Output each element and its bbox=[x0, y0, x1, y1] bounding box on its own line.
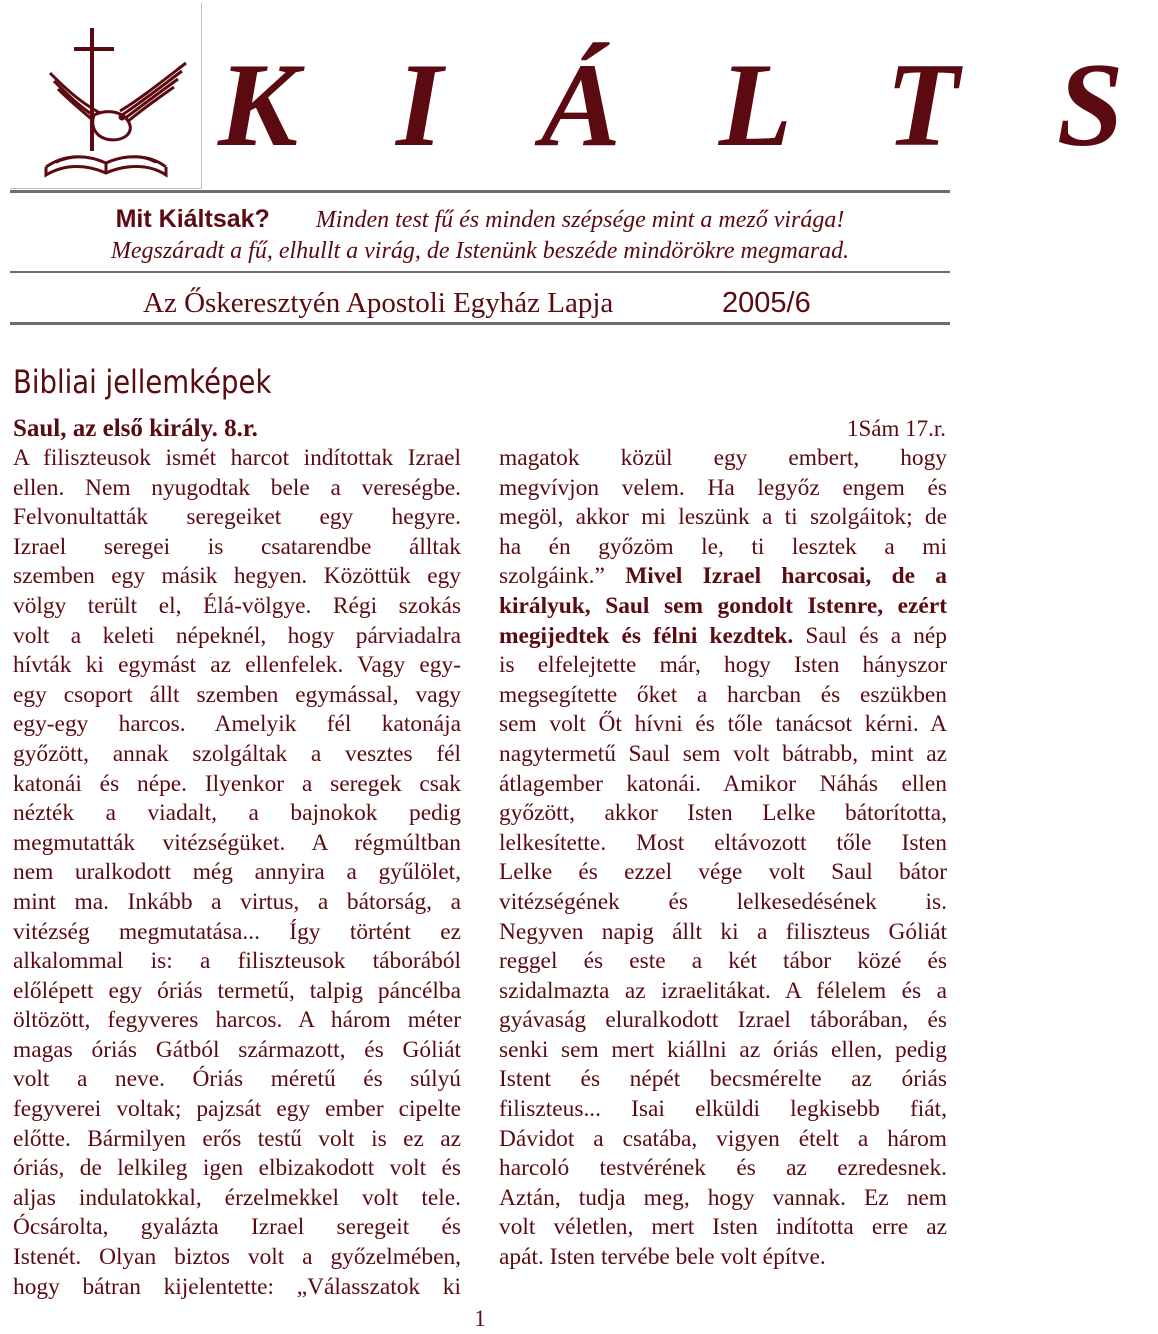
text-line: harcoló testvérének és az ezredesnek. bbox=[499, 1155, 947, 1182]
text-line: megöl, akkor mi leszünk a ti szolgáitok; de bbox=[499, 504, 947, 531]
text-line: vitézségének és lelkesedésének is. bbox=[499, 888, 947, 915]
article-column-right-continued bbox=[499, 651, 947, 1272]
text-line: megmutatták vitézségüket. A régmúltban bbox=[13, 829, 461, 856]
rule-top bbox=[10, 190, 950, 193]
motto-line-2: Megszáradt a fű, elhullt a virág, de Istenünk beszéde mindörökre megmarad. bbox=[110, 238, 850, 264]
article-column-right bbox=[499, 444, 947, 1273]
text-line: reggel és este a két tábor közé és bbox=[499, 948, 947, 975]
emphasis-text: királyuk, Saul sem gondolt Istenre, ezért bbox=[499, 592, 947, 619]
text-line: is elfelejtette már, hogy Isten hányszor bbox=[499, 652, 947, 679]
text-line bbox=[499, 592, 947, 622]
text-line: ha én győzöm le, ti lesztek a mi bbox=[499, 533, 947, 560]
text-line: Lelke és ezzel vége volt Saul bátor bbox=[499, 859, 947, 886]
text-line: gyávaság eluralkodott Izrael táborában, és bbox=[499, 1007, 947, 1034]
text-line: nézték a viadalt, a bajnokok pedig bbox=[13, 800, 461, 827]
text-line: ellen. Nem nyugodtak bele a vereségbe. bbox=[13, 474, 461, 501]
motto-row bbox=[10, 205, 950, 237]
text-line: Istenét. Olyan biztos volt a győzelmében, bbox=[13, 1244, 461, 1271]
section-title: Bibliai jellemképek bbox=[13, 363, 272, 401]
text-line: alkalommal is: a filiszteusok táborából bbox=[13, 948, 461, 975]
text-line: sem volt Őt hívni és tőle tanácsot kérni. A bbox=[499, 711, 947, 738]
text-line: vitézség megmutatása... Így történt ez bbox=[13, 918, 461, 945]
text-line: apát. Isten tervébe bele volt építve. bbox=[499, 1244, 826, 1271]
text-line: aljas indulatokkal, érzelmekkel volt tele. bbox=[13, 1184, 461, 1211]
article-title: Saul, az első király. 8.r. bbox=[13, 415, 258, 442]
text-line: egy csoport állt szemben egymással, vagy bbox=[13, 681, 461, 708]
text-line bbox=[499, 622, 947, 652]
text-line: filiszteus... Isai elküldi legkisebb fiát, bbox=[499, 1096, 947, 1123]
text-line: Izrael seregei is csatarendbe álltak bbox=[13, 533, 461, 560]
page-number: 1 bbox=[474, 1306, 486, 1331]
text-line: Aztán, tudja meg, hogy vannak. Ez nem bbox=[499, 1184, 947, 1211]
text-line: Ócsárolta, gyalázta Izrael seregeit és bbox=[13, 1214, 461, 1241]
text-line: magatok közül egy embert, hogy bbox=[499, 445, 947, 471]
text-line: volt a keleti népeknél, hogy párviadalra bbox=[13, 622, 461, 649]
publication-subtitle: Az Őskeresztyén Apostoli Egyház Lapja bbox=[143, 287, 614, 319]
text-segment: Saul és a nép bbox=[793, 622, 947, 649]
text-line: győzött, annak szolgáltak a vesztes fél bbox=[13, 740, 461, 767]
text-line: megsegítette őket a harcban és eszükben bbox=[499, 681, 947, 708]
masthead-title: K I Á L T S bbox=[218, 38, 1158, 171]
text-line: előtte. Bármilyen erős testű volt is ez az bbox=[13, 1125, 461, 1152]
emphasis-text: Mivel Izrael harcosai, de a bbox=[625, 563, 947, 590]
text-line: senki sem mert kiállni az óriás ellen, pedig bbox=[499, 1036, 947, 1063]
motto-line-1: Minden test fű és minden szépsége mint a mező virága! bbox=[315, 207, 845, 233]
cross-dove-bible-icon bbox=[10, 3, 202, 189]
text-line: hogy bátran kijelentette: „Válasszatok ki bbox=[13, 1273, 461, 1300]
logo-frame bbox=[10, 3, 202, 189]
text-line: volt a neve. Óriás méretű és súlyú bbox=[13, 1066, 461, 1093]
text-line: nem uralkodott még annyira a gyűlölet, bbox=[13, 859, 461, 886]
text-line: Dávidot a csatába, vigyen ételt a három bbox=[499, 1125, 947, 1152]
subtitle-row bbox=[10, 283, 950, 323]
text-line: volt véletlen, mert Isten indította erre az bbox=[499, 1214, 947, 1241]
text-line: Felvonultatták seregeiket egy hegyre. bbox=[13, 504, 461, 531]
text-line: óriás, de lelkileg igen elbizakodott volt és bbox=[13, 1155, 461, 1182]
rule-bottom bbox=[10, 322, 950, 325]
text-line: völgy terült el, Élá-völgye. Régi szokás bbox=[13, 592, 461, 619]
text-line: nagytermetű Saul sem volt bátrabb, mint az bbox=[499, 740, 947, 767]
text-line: lelkesítette. Most eltávozott tőle Isten bbox=[499, 829, 947, 856]
text-line: átlagember katonái. Amikor Náhás ellen bbox=[499, 770, 947, 797]
text-line: öltözött, fegyveres harcos. A három méter bbox=[13, 1007, 461, 1034]
text-line: Istent és népét becsmérelte az óriás bbox=[499, 1066, 947, 1093]
text-line: előlépett egy óriás termetű, talpig páncélba bbox=[13, 977, 461, 1004]
text-segment: szolgáink.” bbox=[499, 563, 626, 590]
text-line: győzött, akkor Isten Lelke bátorította, bbox=[499, 800, 947, 827]
text-line: megvívjon velem. Ha legyőz engem és bbox=[499, 474, 947, 501]
text-line: hívták ki egymást az ellenfelek. Vagy egy- bbox=[13, 652, 461, 679]
article-column-left bbox=[13, 444, 461, 1302]
text-line: Negyven napig állt ki a filiszteus Góliát bbox=[499, 918, 947, 945]
scripture-reference: 1Sám 17.r. bbox=[846, 416, 946, 441]
text-line: fegyverei voltak; pajzsát egy ember cipelte bbox=[13, 1096, 461, 1123]
motto-label: Mit Kiáltsak? bbox=[115, 205, 270, 233]
text-line: magas óriás Gátból származott, és Góliát bbox=[13, 1036, 461, 1063]
text-line: szidalmazta az izraelitákat. A félelem és a bbox=[499, 977, 947, 1004]
text-line: egy-egy harcos. Amelyik fél katonája bbox=[13, 711, 461, 738]
emphasis-text: megijedtek és félni kezdtek. bbox=[499, 622, 794, 649]
text-line: A filiszteusok ismét harcot indítottak Izrael bbox=[13, 445, 461, 471]
issue-number: 2005/6 bbox=[722, 287, 811, 319]
text-line: mint ma. Inkább a virtus, a bátorság, a bbox=[13, 888, 461, 915]
rule-middle bbox=[10, 271, 950, 273]
text-line bbox=[499, 562, 947, 592]
text-line: katonái és népe. Ilyenkor a seregek csak bbox=[13, 770, 461, 797]
text-line: szemben egy másik hegyen. Közöttük egy bbox=[13, 563, 461, 590]
